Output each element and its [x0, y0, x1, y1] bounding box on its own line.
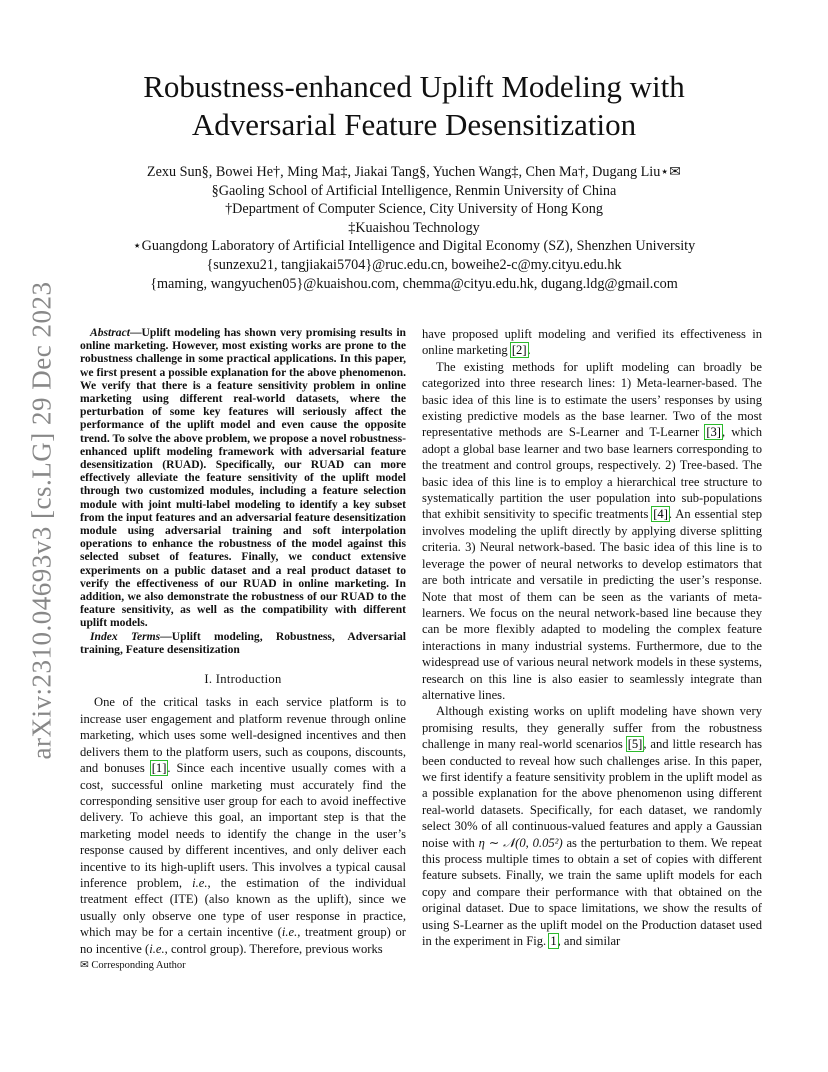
affiliation-2: †Department of Computer Science, City University of Hong Kong — [225, 201, 603, 218]
affiliation-4: ⋆Guangdong Laboratory of Artificial Intelligence and Digital Economy (SZ), Shenzhen University — [132, 238, 696, 255]
citation-link-4[interactable]: [4] — [653, 507, 668, 522]
footnote-corresponding-author: ✉ Corresponding Author — [80, 960, 186, 971]
email-line-2: {maming, wangyuchen05}@kuaishou.com, chemma@cityu.edu.hk, dugang.ldg@gmail.com — [150, 275, 678, 292]
affiliation-1: §Gaoling School of Artificial Intelligence, Renmin University of China — [211, 182, 617, 199]
index-terms-text: —Uplift modeling, Robustness, Adversarial training, Feature desensitization — [80, 629, 406, 656]
affiliation-3: ‡Kuaishou Technology — [348, 219, 480, 236]
section-heading-introduction: I. Introduction — [204, 672, 282, 687]
author-block — [0, 163, 828, 293]
citation-link-2[interactable]: [2] — [511, 343, 527, 358]
citation-link-3[interactable]: [3] — [706, 425, 721, 440]
index-terms-label: Index Terms — [90, 629, 161, 643]
math-noise: η ∼ 𝒩(0, 0.05²) — [478, 835, 563, 850]
arxiv-identifier — [12, 281, 72, 759]
email-line-1: {sunzexu21, tangjiakai5704}@ruc.edu.cn, boweihe2-c@my.cityu.edu.hk — [206, 256, 622, 273]
abstract-label: Abstract — [90, 326, 130, 339]
arxiv-id-text: arXiv:2310.04693v3 [cs.LG] 29 Dec 2023 — [26, 281, 57, 759]
right-column — [422, 326, 762, 949]
paragraph-1: One of the critical tasks in each service platform is to increase user engagement and platform revenue through online marketing, which uses some well-designed incentives and then delivers them to the platform users, such as coupons, discounts, and bonuses [1]. Since each incentive usually comes with a cost, successful online marketing must accurately find the corresponding sensitive user group for each to avoid ineffective delivery. To achieve this goal, an important step is that the marketing model needs to identify the change in the user’s response caused by different incentives, and only deliver each incentive to its high-uplift users. This involves a typical causal inference problem, i.e., the estimation of the individual treatment effect (ITE) (also known as the uplift), since we usually only observe one type of user response in practice, which may be for a certain incentive (i.e., treatment group) or no incentive (i.e., control group). Therefore, previous works — [80, 695, 407, 956]
citation-link-5[interactable]: [5] — [627, 737, 643, 752]
figure-link-1[interactable]: 1 — [550, 934, 557, 949]
citation-link-1[interactable]: [1] — [151, 761, 167, 776]
title-line-1: Robustness-enhanced Uplift Modeling with — [143, 69, 685, 104]
paragraph-3: Although existing works on uplift modeling have shown very promising results, they generally suffer from the robustness challenge in many real-world scenarios [5], and little research has been conducted to reveal how such challenges arise. In this paper, we first identify a feature sensitivity problem in the uplift model as a possible explanation for the above phenomenon using different real-world datasets. Specifically, for each dataset, we randomly select 30% of all continuous-valued features and apply a Gaussian noise with η ∼ 𝒩(0, 0.05²) as the perturbation to them. We repeat this process multiple times to obtain a set of copies with different feature subsets. Finally, we train the same uplift models for each copy and compare their performance with that obtained on the original dataset. Due to space limitations, we show the results of using S-Learner as the uplift model on the Production dataset used in the experiment in Fig. 1, and similar — [422, 704, 762, 949]
paper-title — [0, 68, 828, 144]
index-terms — [80, 630, 406, 656]
left-column — [80, 326, 406, 957]
author-names: Zexu Sun§, Bowei He†, Ming Ma‡, Jiakai Tang§, Yuchen Wang‡, Chen Ma†, Dugang Liu⋆✉ — [146, 164, 682, 180]
paragraph-2: The existing methods for uplift modeling can broadly be categorized into three research lines: 1) Meta-learner-based. The basic idea of this line is to estimate the users’ responses by using existing predictive models as the base learner. Two of the most representative methods are S-Learner and T-Learner [3], which adopt a global base learner and two base learners corresponding to the treatment and control groups, respectively. 2) Tree-based. The basic idea of this line is to employ a hierarchical tree structure to systematically partition the user population into sub-populations that exhibit sensitivity to specific treatments [4]. An essential step involves modeling the uplift directly by applying diverse splitting criteria. 3) Neural network-based. The basic idea of this line is to leverage the power of neural networks to develop estimators that are both intricate and versatile in predicting the user’s response. Note that most of them can be seen as the variants of meta-learners. We focus on the neural network-based line because they can be more flexibly adapted to modeling the complex feature interactions in many industrial systems. Furthermore, due to the widespread use of various neural network models in these systems, research on this line is also easier to seamlessly integrate than alternative lines. — [422, 359, 763, 702]
abstract — [80, 326, 406, 630]
abstract-text: —Uplift modeling has shown very promising results in online marketing. However, most existing works are prone to the robustness challenge in some practical applications. In this paper, we first present a possible explanation for the above phenomenon. We verify that there is a feature sensitivity problem in online marketing using different real-world datasets, where the perturbation of some key features will seriously affect the performance of the uplift model and even cause the opposite trend. To solve the above problem, we propose a novel robustness-enhanced uplift modeling framework with adversarial feature desensitization (RUAD). Specifically, our RUAD can more effectively alleviate the feature sensitivity of the uplift model through two customized modules, including a feature selection module with joint multi-label modeling to identify a key subset from the input features and an adversarial feature desensitization module using adversarial training and soft interpolation operations to enhance the robustness of the model against this selected subset of features. Finally, we conduct extensive experiments on a public dataset and a real product dataset to verify the effectiveness of our RUAD in online marketing. In addition, we also demonstrate the robustness of our RUAD to the feature sensitivity, as well as the compatibility with different uplift models. — [80, 326, 406, 630]
paragraph-1-continued: have proposed uplift modeling and verified its effectiveness in online marketing [2]. — [422, 327, 762, 358]
title-line-2: Adversarial Feature Desensitization — [191, 107, 637, 142]
